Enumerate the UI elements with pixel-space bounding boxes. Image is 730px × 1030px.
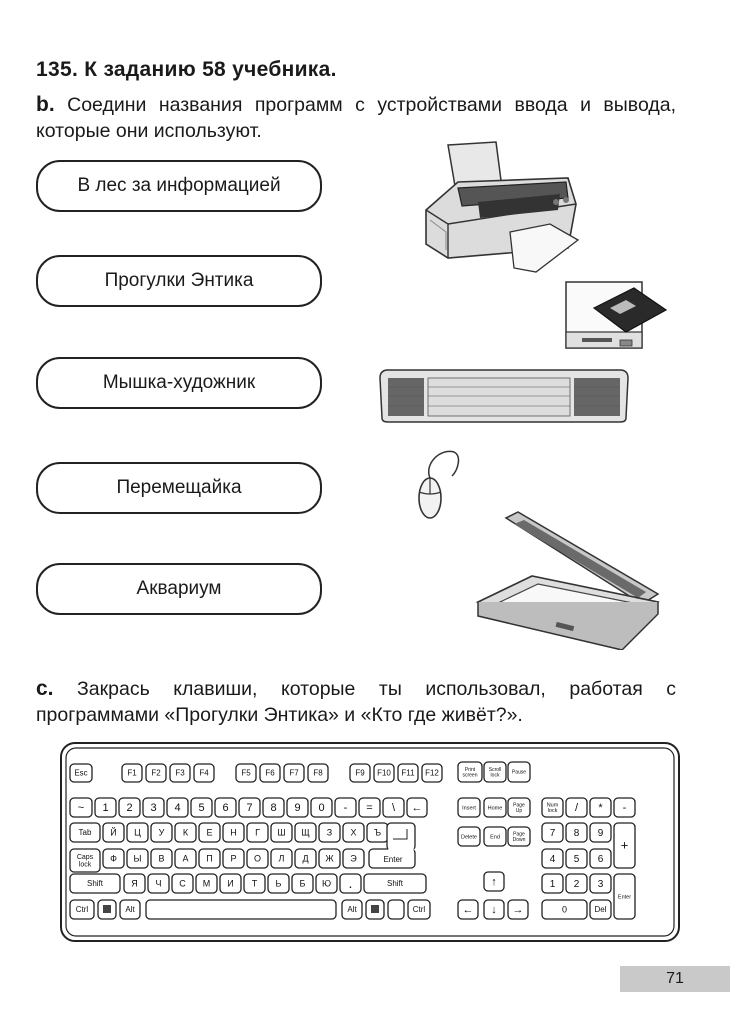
svg-text:Ф: Ф [110,853,117,864]
svg-text:О: О [253,853,262,864]
svg-text:+: + [620,837,629,853]
key-row2-1[interactable] [103,823,124,842]
key-pause[interactable] [508,762,530,782]
svg-text:3: 3 [150,802,157,815]
svg-text:Enter: Enter [617,894,632,901]
mouse-icon[interactable] [414,446,464,522]
key-row1-1[interactable] [95,798,116,817]
key-numpad-1[interactable] [542,874,563,893]
key-row1-9[interactable] [287,798,308,817]
key-row3-3[interactable] [151,849,172,868]
program-label: Прогулки Энтика [104,270,254,291]
svg-text:П: П [206,853,213,864]
program-label: Аквариум [136,578,222,599]
program-label: В лес за информацией [77,175,281,196]
key-f5[interactable] [236,764,256,782]
svg-text:1: 1 [102,802,109,815]
key-row3-7[interactable] [247,849,268,868]
svg-text:F4: F4 [199,768,209,778]
svg-text:Ю: Ю [321,878,332,889]
key-row4-1[interactable] [124,874,145,893]
key-shift-left[interactable] [70,874,120,893]
svg-text:А: А [182,853,189,864]
svg-text:8: 8 [270,802,277,815]
key-row1-14[interactable] [407,798,427,817]
svg-text:Ctrl: Ctrl [75,905,89,915]
svg-text:2: 2 [573,878,580,890]
svg-text:С: С [179,878,186,889]
key-arrow-right[interactable] [508,900,528,919]
svg-text:3: 3 [597,878,604,890]
svg-text:Pause: Pause [511,769,527,776]
svg-text:=: = [366,802,373,815]
svg-text:/: / [574,802,579,815]
svg-text:Insert: Insert [462,805,476,812]
key-row1-3[interactable] [143,798,164,817]
key-numpad-3[interactable] [590,874,611,893]
key-row2-9[interactable] [295,823,316,842]
key-row4-2[interactable] [148,874,169,893]
svg-text:-: - [343,802,348,815]
svg-text:.: . [348,875,353,892]
key-alt-right[interactable] [342,900,362,919]
task-c-instruction [36,676,676,728]
svg-text:Р: Р [230,853,237,864]
key-numpad-del[interactable] [590,900,611,919]
key-space[interactable] [146,900,336,919]
key-print-screen[interactable] [458,762,482,782]
svg-text:←: ← [462,904,474,917]
svg-text:Н: Н [230,827,237,838]
key-row3-1[interactable] [103,849,124,868]
key-f10[interactable] [374,764,394,782]
svg-text:Alt: Alt [347,905,357,915]
svg-text:Щ: Щ [301,827,310,838]
key-row2-10[interactable] [319,823,340,842]
key-row3-5[interactable] [199,849,220,868]
key-numpad-9[interactable] [590,823,611,842]
svg-text:Enter: Enter [383,855,403,864]
task-b-instruction [36,92,676,144]
svg-text:Ч: Ч [155,878,162,889]
key-row2-11[interactable] [343,823,364,842]
svg-text:9: 9 [294,802,301,815]
key-row2-7[interactable] [247,823,268,842]
key-arrow-down[interactable] [484,900,504,919]
svg-text:F12: F12 [425,768,439,778]
key-numpad-2[interactable] [566,874,587,893]
svg-text:6: 6 [597,853,604,865]
program-label: Перемещайка [116,477,242,498]
svg-text:8: 8 [573,827,580,839]
svg-text:В: В [158,853,165,864]
key-menu[interactable] [388,900,404,919]
key-nav1-2[interactable] [508,798,530,817]
key-nav1-0[interactable] [458,798,480,817]
svg-text:Scroll: Scroll [488,767,502,773]
svg-text:Э: Э [350,853,357,864]
key-row4-5[interactable] [220,874,241,893]
svg-text:Т: Т [251,878,258,889]
key-arrow-left[interactable] [458,900,478,919]
svg-text:F3: F3 [175,768,185,778]
svg-text:Shift: Shift [86,879,104,889]
svg-text:Ь: Ь [275,878,282,889]
keyboard-diagram [60,742,680,942]
key-nav2-2[interactable] [508,827,530,846]
svg-text:Esc: Esc [74,768,88,778]
svg-text:Page: Page [513,831,525,838]
page-number: 71 [620,966,730,992]
svg-text:5: 5 [573,853,580,865]
key-nav2-0[interactable] [458,827,480,846]
key-numpad-4[interactable] [542,849,563,868]
key-numpad-top-2[interactable] [590,798,611,817]
key-numpad-5[interactable] [566,849,587,868]
key-row1-4[interactable] [167,798,188,817]
program-card-entik[interactable] [36,255,322,307]
key-f8[interactable] [308,764,328,782]
svg-text:→: → [512,904,524,917]
floppy-drive-icon[interactable] [562,278,670,354]
svg-text:Я: Я [131,878,138,889]
key-numpad-8[interactable] [566,823,587,842]
key-row1-6[interactable] [215,798,236,817]
svg-text:End: End [490,834,500,841]
key-row3-11[interactable] [343,849,364,868]
svg-text:1: 1 [549,878,556,890]
key-nav1-1[interactable] [484,798,506,817]
svg-text:7: 7 [246,802,253,815]
svg-text:F10: F10 [377,768,391,778]
key-numpad-6[interactable] [590,849,611,868]
key-tab[interactable] [70,823,100,842]
svg-text:lock: lock [490,772,500,779]
key-f2[interactable] [146,764,166,782]
key-row3-10[interactable] [319,849,340,868]
key-f1[interactable] [122,764,142,782]
key-f11[interactable] [398,764,418,782]
key-row2-3[interactable] [151,823,172,842]
key-numpad-top-0[interactable] [542,798,563,817]
key-f4[interactable] [194,764,214,782]
key-row4-8[interactable] [292,874,313,893]
key-row1-0[interactable] [70,798,92,817]
scanner-icon[interactable] [472,506,668,650]
svg-text:Down: Down [512,836,526,843]
svg-text:2: 2 [126,802,133,815]
task-c-text: Закрась клавиши, которые ты использовал, работая с программами «Прогулки Энтика» и «Кто где живёт?». [36,678,677,726]
key-f3[interactable] [170,764,190,782]
printer-icon[interactable] [418,140,584,276]
svg-text:F9: F9 [355,768,365,778]
key-numpad-plus[interactable] [614,823,635,868]
key-row2-12[interactable] [367,823,388,842]
svg-text:Delete: Delete [461,834,477,841]
key-row1-8[interactable] [263,798,284,817]
svg-text:И: И [227,878,234,889]
svg-text:F7: F7 [289,768,299,778]
key-f7[interactable] [284,764,304,782]
task-b-text: Соедини названия программ с устройствами ввода и вывода, которые они используют. [36,94,676,142]
svg-text:↑: ↑ [491,876,497,889]
key-row4-10[interactable] [340,874,361,893]
svg-text:Г: Г [255,827,260,838]
svg-text:Shift: Shift [386,879,404,889]
key-row2-4[interactable] [175,823,196,842]
program-card-aquarium[interactable] [36,563,322,615]
key-row4-9[interactable] [316,874,337,893]
svg-text:Ш: Ш [277,827,286,838]
svg-text:7: 7 [549,827,556,839]
svg-text:У: У [158,827,165,838]
svg-text:Home: Home [487,805,503,812]
svg-text:\: \ [391,802,396,815]
key-row1-7[interactable] [239,798,260,817]
svg-text:З: З [326,827,333,838]
program-card-forest[interactable] [36,160,322,212]
svg-text:F2: F2 [151,768,161,778]
svg-text:lock: lock [547,808,558,815]
key-numpad-enter[interactable] [614,874,635,919]
key-row4-3[interactable] [172,874,193,893]
key-numpad-7[interactable] [542,823,563,842]
svg-text:0: 0 [561,904,568,915]
svg-text:Tab: Tab [78,828,92,838]
key-caps-lock[interactable] [70,849,100,872]
key-row4-7[interactable] [268,874,289,893]
svg-text:F1: F1 [127,768,137,778]
svg-text:screen: screen [462,772,478,779]
svg-text:Ctrl: Ctrl [412,905,426,915]
svg-text:←: ← [411,802,423,815]
key-ctrl-left[interactable] [70,900,94,919]
key-row1-5[interactable] [191,798,212,817]
key-row2-8[interactable] [271,823,292,842]
svg-text:Alt: Alt [125,905,135,915]
program-label: Мышка-художник [102,372,256,393]
svg-text:К: К [182,827,189,838]
svg-text:4: 4 [549,853,556,865]
svg-text:Й: Й [110,827,117,838]
key-f9[interactable] [350,764,370,782]
key-row1-11[interactable] [335,798,356,817]
key-row3-8[interactable] [271,849,292,868]
svg-text:Caps: Caps [76,854,94,862]
key-row3-9[interactable] [295,849,316,868]
svg-text:4: 4 [174,802,181,815]
svg-text:-: - [622,802,627,815]
key-row1-12[interactable] [359,798,380,817]
key-alt-left[interactable] [120,900,140,919]
program-card-mouse-artist[interactable] [36,357,322,409]
key-row2-5[interactable] [199,823,220,842]
svg-text:~: ~ [77,802,85,815]
task-c-letter: c. [36,677,54,700]
key-esc[interactable] [70,764,92,782]
svg-text:Ж: Ж [325,853,334,864]
key-row1-10[interactable] [311,798,332,817]
svg-text:Д: Д [302,853,309,864]
keyboard-diagram-svg [60,742,680,942]
key-shift-right[interactable] [364,874,426,893]
svg-text:Ц: Ц [134,827,141,838]
program-card-mover[interactable] [36,462,322,514]
keyboard-icon[interactable] [376,366,632,426]
key-f12[interactable] [422,764,442,782]
svg-text:*: * [598,802,603,815]
key-row3-2[interactable] [127,849,148,868]
key-f6[interactable] [260,764,280,782]
svg-text:М: М [202,878,211,889]
svg-text:Е: Е [206,827,213,838]
svg-text:Up: Up [515,807,523,814]
svg-text:6: 6 [222,802,229,815]
key-nav2-1[interactable] [484,827,506,846]
svg-text:Ы: Ы [133,853,142,864]
svg-text:Del: Del [594,905,607,915]
svg-text:Х: Х [350,827,357,838]
key-win-right[interactable] [366,900,384,919]
svg-text:F5: F5 [241,768,251,778]
key-win-left[interactable] [98,900,116,919]
svg-text:Б: Б [299,878,306,889]
key-ctrl-right[interactable] [408,900,430,919]
key-row1-13[interactable] [383,798,404,817]
key-numpad-0[interactable] [542,900,587,919]
svg-text:F6: F6 [265,768,275,778]
svg-text:F11: F11 [401,768,415,778]
task-b-letter: b. [36,93,55,116]
svg-text:9: 9 [597,827,604,839]
svg-text:Ъ: Ъ [373,827,382,838]
svg-text:Л: Л [278,853,285,864]
svg-text:↓: ↓ [491,904,497,917]
svg-text:Page: Page [513,802,525,809]
svg-text:Print: Print [464,767,476,773]
svg-text:0: 0 [318,802,325,815]
svg-text:5: 5 [198,802,205,815]
svg-text:F8: F8 [313,768,323,778]
key-scroll-lock[interactable] [484,762,506,782]
key-row1-2[interactable] [119,798,140,817]
key-row3-6[interactable] [223,849,244,868]
key-row2-2[interactable] [127,823,148,842]
key-numpad-top-3[interactable] [614,798,635,817]
key-row4-4[interactable] [196,874,217,893]
exercise-title: 135. К заданию 58 учебника. [36,58,337,81]
key-numpad-top-1[interactable] [566,798,587,817]
key-row3-4[interactable] [175,849,196,868]
svg-text:Num: Num [546,802,559,809]
svg-text:lock: lock [78,861,92,869]
key-arrow-up[interactable] [484,872,504,891]
key-row2-6[interactable] [223,823,244,842]
key-row4-6[interactable] [244,874,265,893]
